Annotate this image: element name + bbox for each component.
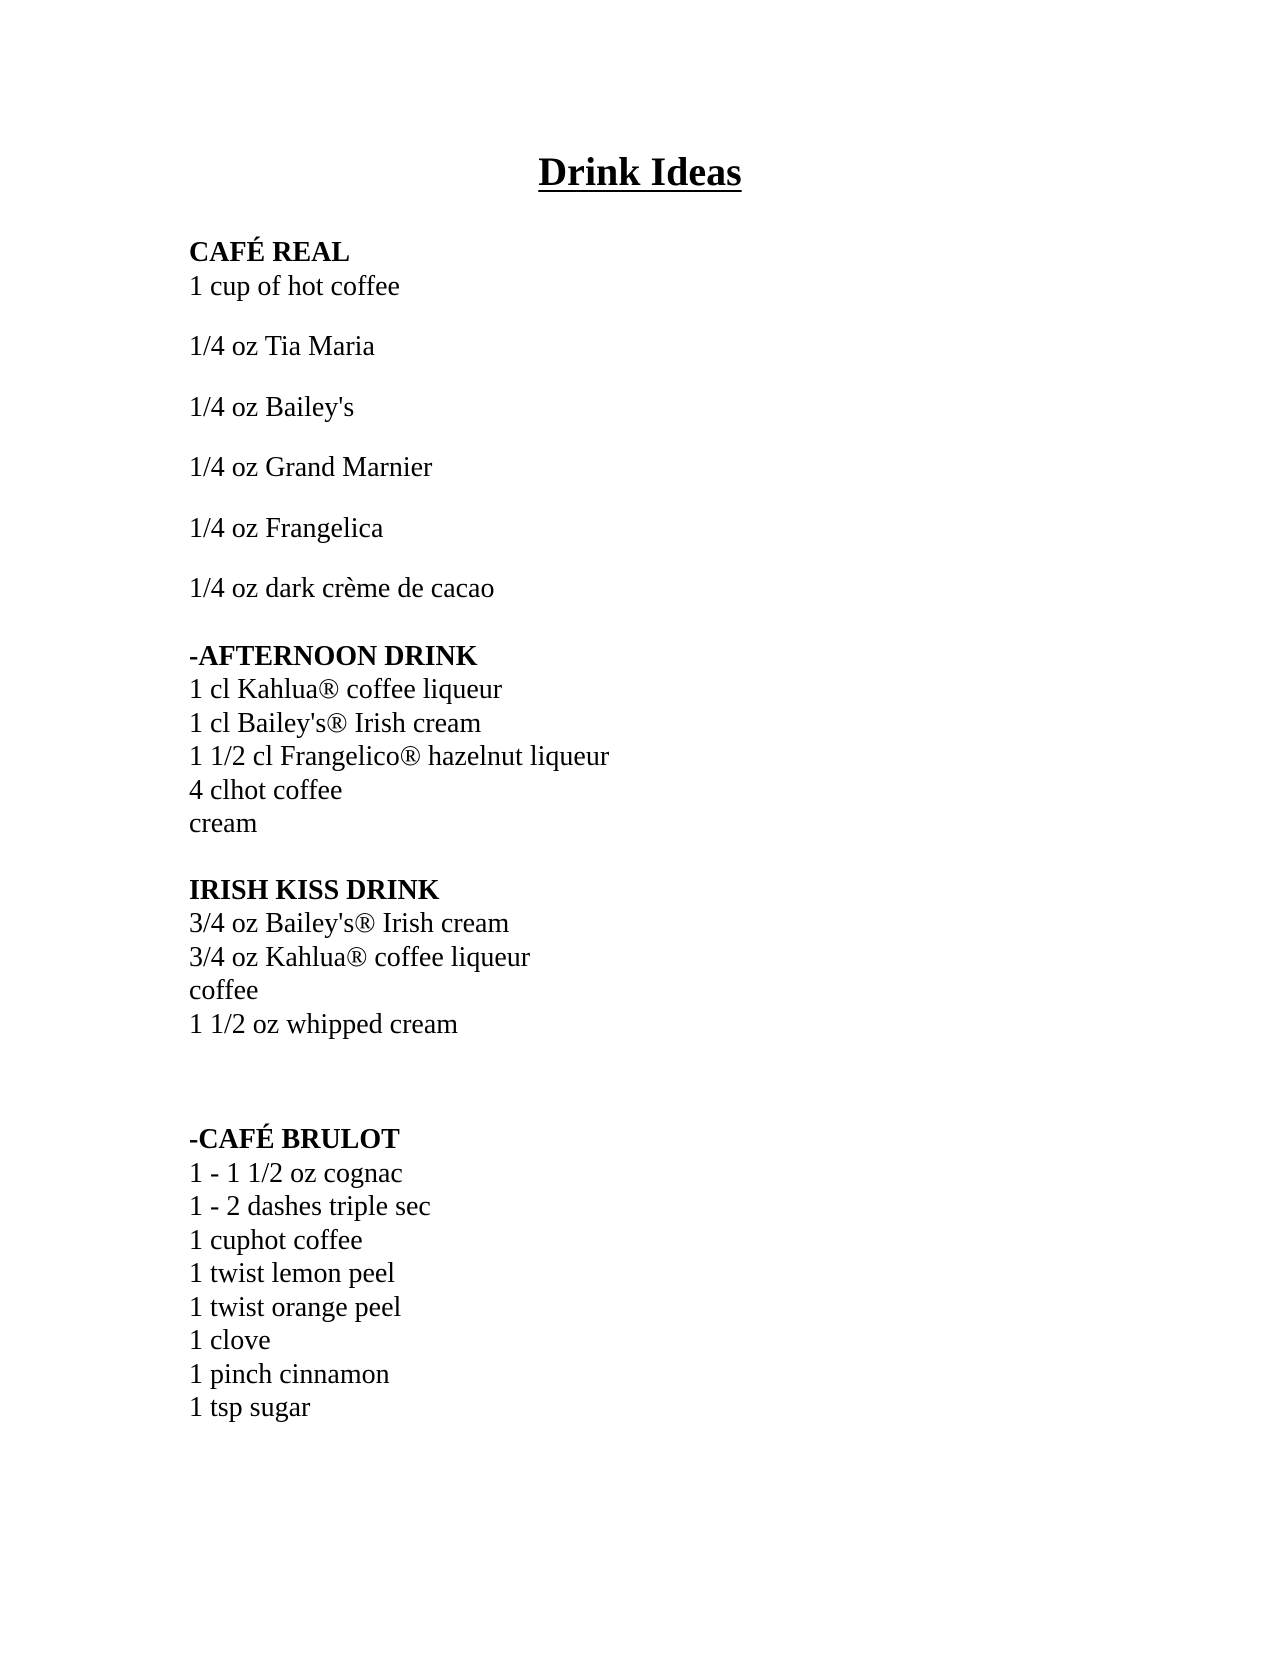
ingredient-line: 1 pinch cinnamon [189,1358,390,1390]
ingredient-line: 1/4 oz Grand Marnier [189,452,433,483]
recipe-irish-kiss-drink [189,874,1189,1042]
ingredient-line: 1 - 2 dashes triple sec [189,1191,431,1222]
document-body [189,236,1189,1425]
recipe-title: CAFÉ REAL [189,237,351,268]
ingredient-line: 1 tsp sugar [189,1392,311,1423]
ingredient-line: 1/4 oz dark crème de cacao [189,573,495,604]
ingredient-line: 1 twist lemon peel [189,1258,396,1289]
ingredient-line: 1/4 oz Bailey's [189,391,355,423]
recipe-cafe-real [189,236,1189,606]
ingredient-line: 3/4 oz Bailey's® Irish cream [189,908,510,939]
ingredient-line: 1 - 1 1/2 oz cognac [189,1157,403,1189]
ingredient-line: 1 twist orange peel [189,1291,402,1323]
ingredient-line: 1 cuphot coffee [189,1224,363,1256]
ingredient-line: 1 clove [189,1325,271,1356]
recipe-cafe-brulot [189,1123,1189,1425]
ingredient-line: 1/4 oz Frangelica [189,512,384,544]
ingredient-line: coffee [189,975,259,1006]
ingredient-line: 1 cl Bailey's® Irish cream [189,707,482,739]
ingredient-line: 1/4 oz Tia Maria [189,331,375,362]
ingredient-line: 4 clhot coffee [189,774,343,806]
ingredient-line: 1 1/2 cl Frangelico® hazelnut liqueur [189,741,610,772]
recipe-title: -AFTERNOON DRINK [189,640,478,672]
ingredient-line: cream [189,808,258,839]
recipe-afternoon-drink [189,640,1189,841]
recipe-title: IRISH KISS DRINK [189,874,440,906]
ingredient-line: 1 cl Kahlua® coffee liqueur [189,674,503,705]
recipe-title: -CAFÉ BRULOT [189,1124,400,1155]
ingredient-line: 3/4 oz Kahlua® coffee liqueur [189,941,531,973]
document-title: Drink Ideas [538,149,742,194]
ingredient-line: 1 1/2 oz whipped cream [189,1008,459,1040]
ingredient-line: 1 cup of hot coffee [189,270,400,302]
